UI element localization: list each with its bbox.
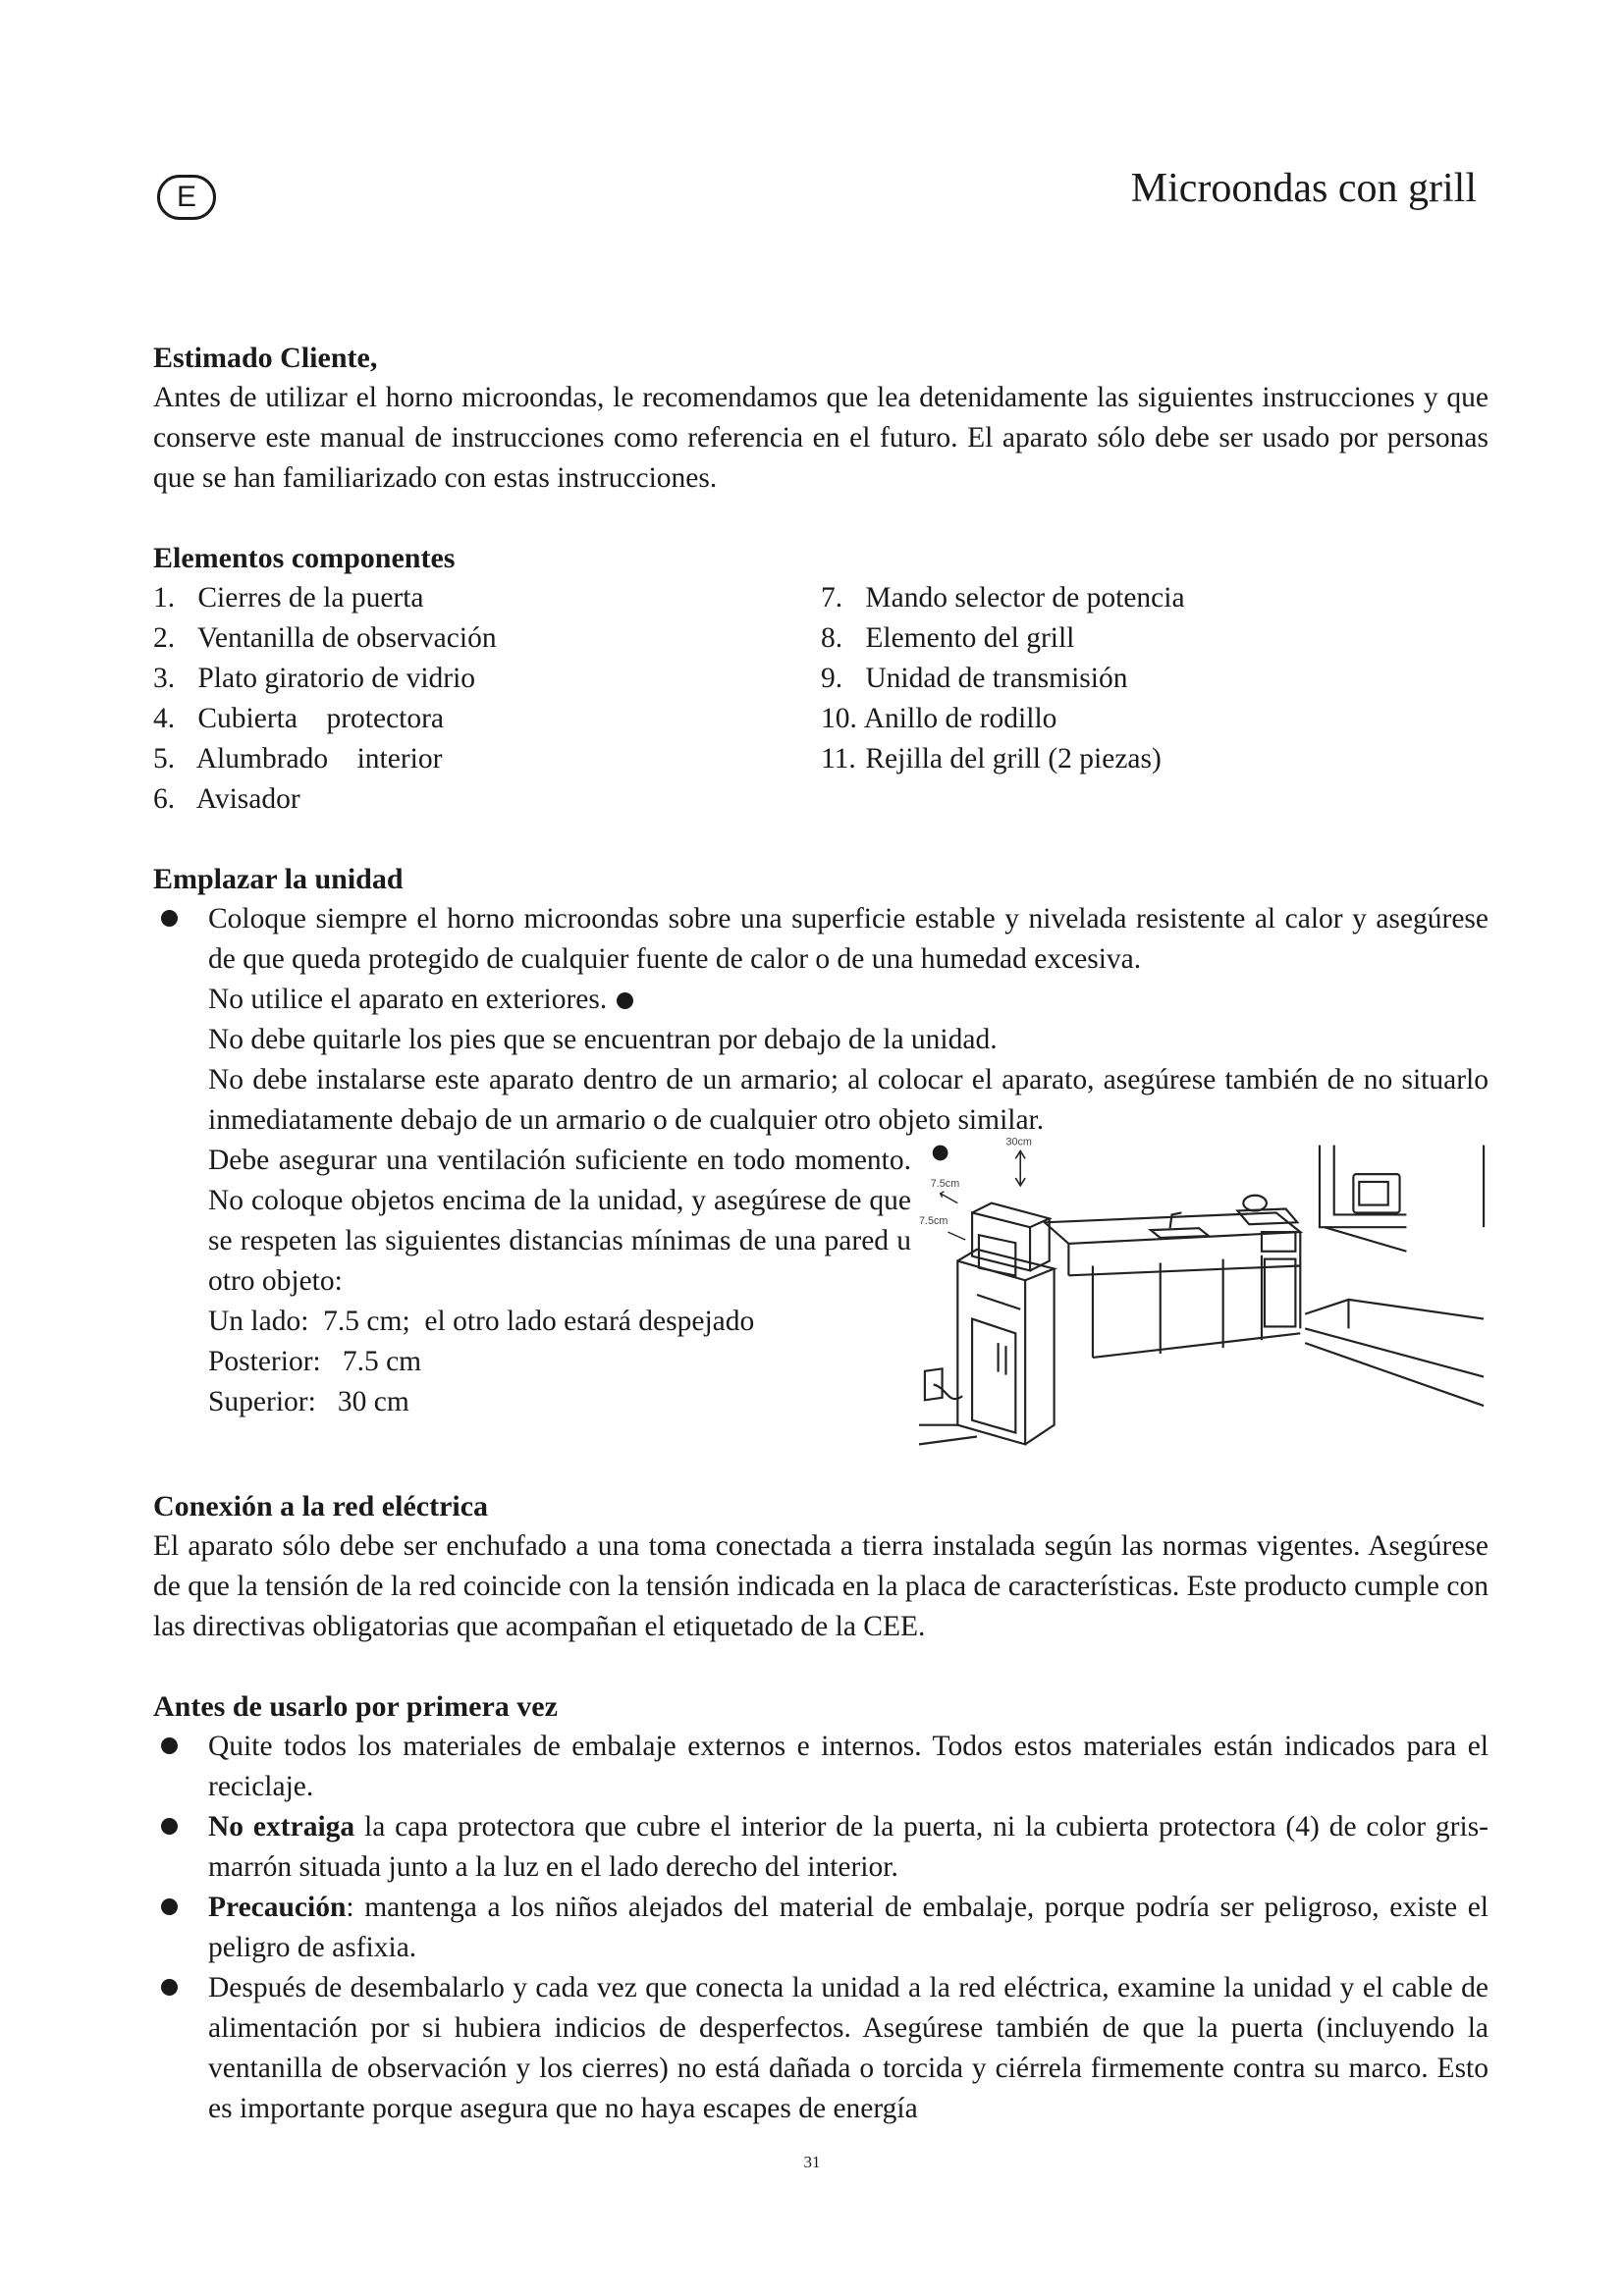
- first-use-bullet: Después de desembalarlo y cada vez que conecta la unidad a la red eléctrica, examine la unidad y el cable de alimentación por si hubiera indicios de desperfectos. Asegúrese también de que la puerta (incluyendo la ventanilla de observación y los cierres) no está dañada o torcida y ciérrela firmemente contra su marco. Esto es importante porque asegura que no haya escapes de energía: [153, 1968, 1489, 2129]
- distance-back: Posterior: 7.5 cm: [208, 1346, 422, 1377]
- component-item: 7. Mando selector de potencia: [821, 582, 1185, 614]
- bullet-dot-icon: [161, 1898, 178, 1915]
- placement-heading: Emplazar la unidad: [153, 863, 404, 895]
- first-use-bullet: No extraiga la capa protectora que cubre el interior de la puerta, ni la cubierta protectora (4) de color gris-marrón situada junto a la luz en el lado derecho del interior.: [153, 1807, 1489, 1888]
- component-item: 5. Alumbrado interior: [153, 743, 443, 774]
- page-content: [153, 338, 1489, 2129]
- language-badge: E: [157, 175, 216, 220]
- bullet-dot-icon: [161, 1737, 178, 1754]
- placement-section: [153, 859, 1489, 1457]
- ventilation-text: [153, 1141, 911, 1457]
- component-item: 1. Cierres de la puerta: [153, 582, 424, 614]
- component-item: 10. Anillo de rodillo: [821, 703, 1057, 734]
- ventilation-paragraph: Debe asegurar una ventilación suficiente en todo momento. No coloque objetos encima de la unidad, y asegúrese de que se respeten las siguientes distancias mínimas de una pared u otro objeto:: [208, 1145, 911, 1297]
- placement-outdoor: No utilice el aparato en exteriores.: [153, 980, 1489, 1020]
- distance-top: Superior: 30 cm: [208, 1386, 409, 1417]
- greeting-section: [153, 338, 1489, 499]
- placement-bullet: Coloque siempre el horno microondas sobre una superficie estable y nivelada resistente al calor y asegúrese de que queda protegido de cualquier fuente de calor o de una humedad excesiva.: [153, 899, 1489, 980]
- component-item: 11. Rejilla del grill (2 piezas): [821, 743, 1162, 774]
- component-item: 8. Elemento del grill: [821, 622, 1075, 654]
- greeting-heading: Estimado Cliente,: [153, 342, 378, 374]
- components-left-column: [153, 578, 821, 820]
- placement-feet: No debe quitarle los pies que se encuentran por debajo de la unidad.: [208, 1024, 998, 1055]
- component-item: 4. Cubierta protectora: [153, 703, 445, 734]
- first-use-section: [153, 1686, 1489, 2129]
- greeting-text: Antes de utilizar el horno microondas, le recomendamos que lea detenidamente las siguientes instrucciones y que conserve este manual de instrucciones como referencia en el futuro. El aparato sólo debe ser usado por personas que se han familiarizado con estas instrucciones.: [153, 382, 1489, 494]
- power-section: [153, 1486, 1489, 1647]
- component-item: 9. Unidad de transmisión: [821, 663, 1128, 694]
- components-section: [153, 538, 1489, 820]
- first-use-bullet: Precaución: mantenga a los niños alejados del material de embalaje, porque podría ser peligroso, existe el peligro de asfixia.: [153, 1888, 1489, 1968]
- ventilation-block: [153, 1136, 1489, 1457]
- clearance-side-label: 7.5cm: [919, 1215, 948, 1228]
- page-number: 31: [803, 2153, 821, 2171]
- bullet-dot-icon: [933, 1146, 948, 1161]
- component-item: 6. Avisador: [153, 783, 300, 815]
- bullet-dot-icon: [161, 1979, 178, 1996]
- components-right-column: [821, 578, 1489, 820]
- kitchen-clearance-illustration: [919, 1133, 1489, 1457]
- first-use-bullet: Quite todos los materiales de embalaje externos e internos. Todos estos materiales están indicados para el reciclaje.: [153, 1727, 1489, 1807]
- component-item: 2. Ventanilla de observación: [153, 622, 497, 654]
- placement-cabinet: No debe instalarse este aparato dentro de un armario; al colocar el aparato, asegúrese también de no situarlo inmediatamente debajo de un armario o de cualquier otro objeto similar.: [208, 1064, 1489, 1136]
- power-heading: Conexión a la red eléctrica: [153, 1490, 489, 1522]
- bullet-dot-icon: [161, 1818, 178, 1835]
- first-use-heading: Antes de usarlo por primera vez: [153, 1690, 558, 1723]
- components-list: [153, 578, 1489, 820]
- component-item: 3. Plato giratorio de vidrio: [153, 663, 476, 694]
- clearance-back-label: 7.5cm: [930, 1177, 960, 1190]
- power-text: El aparato sólo debe ser enchufado a una toma conectada a tierra instalada según las normas vigentes. Asegúrese de que la tensión de la red coincide con la tensión indicada en la placa de características. Este producto cumple con las directivas obligatorias que acompañan el etiquetado de la CEE.: [153, 1530, 1489, 1642]
- components-heading: Elementos componentes: [153, 542, 456, 574]
- bullet-dot-icon: [617, 992, 633, 1009]
- page-title: Microondas con grill: [1130, 166, 1477, 211]
- bullet-dot-icon: [161, 910, 178, 927]
- clearance-top-label: 30cm: [1005, 1136, 1032, 1148]
- distance-side: Un lado: 7.5 cm; el otro lado estará despejado: [208, 1306, 755, 1337]
